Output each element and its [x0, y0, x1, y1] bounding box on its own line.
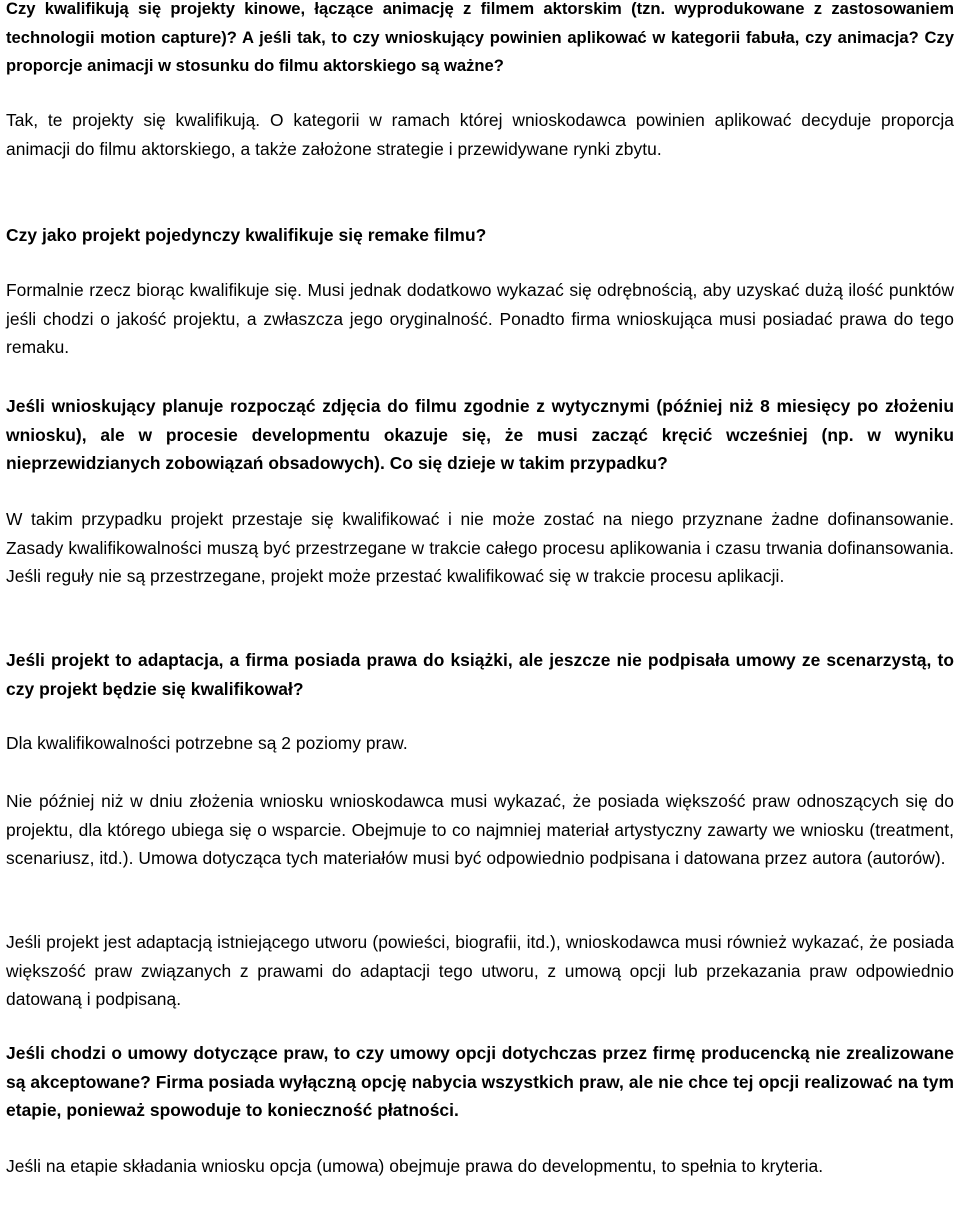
answer-2: Formalnie rzecz biorąc kwalifikuje się. Musi jednak dodatkowo wykazać się odrębnością, aby uzyskać dużą ilość punktów jeśli chodzi o jakość projektu, a zwłaszcza jego oryginalność. Ponadto firma wnioskująca musi posiadać prawa do tego remaku. — [6, 280, 954, 357]
answer-4-paragraph-3: Jeśli projekt jest adaptacją istniejącego utworu (powieści, biografii, itd.), wnioskodawca musi również wykazać, że posiada większość praw związanych z prawami do adaptacji tego utworu, z umową opcji lub przekazania praw odpowiednio datowaną i podpisaną. — [6, 932, 954, 1009]
answer-4: Dla kwalifikowalności potrzebne są 2 poziomy praw. — [6, 733, 408, 753]
answer-3: W takim przypadku projekt przestaje się kwalifikować i nie może zostać na niego przyznane żadne dofinansowanie. Zasady kwalifikowalności muszą być przestrzegane w trakcie całego procesu aplikowania i czasu trwania dofinansowania. Jeśli reguły nie są przestrzegane, projekt może przestać kwalifikować się w trakcie procesu aplikacji. — [6, 509, 954, 586]
answer-4-paragraph-2: Nie później niż w dniu złożenia wniosku wnioskodawca musi wykazać, że posiada większość praw odnoszących się do projektu, dla którego ubiega się o wsparcie. Obejmuje to co najmniej materiał artystyczny zawarty we wniosku (treatment, scenariusz, itd.). Umowa dotycząca tych materiałów musi być odpowiednio podpisana i datowana przez autora (autorów). — [6, 791, 954, 868]
question-2: Czy jako projekt pojedynczy kwalifikuje się remake filmu? — [6, 225, 487, 245]
answer-1: Tak, te projekty się kwalifikują. O kategorii w ramach której wnioskodawca powinien aplikować decyduje proporcja animacji do filmu aktorskiego, a także założone strategie i przewidywane rynki zbytu. — [6, 110, 954, 159]
question-4: Jeśli projekt to adaptacja, a firma posiada prawa do książki, ale jeszcze nie podpisała umowy ze scenarzystą, to czy projekt będzie się kwalifikował? — [6, 650, 954, 699]
question-5: Jeśli chodzi o umowy dotyczące praw, to czy umowy opcji dotychczas przez firmę producencką nie zrealizowane są akceptowane? Firma posiada wyłączną opcję nabycia wszystkich praw, ale nie chce tej opcji realizować na tym etapie, ponieważ spowoduje to konieczność płatności. — [6, 1043, 954, 1120]
question-1: Czy kwalifikują się projekty kinowe, łączące animację z filmem aktorskim (tzn. wyprodukowane z zastosowaniem technologii motion capture)? A jeśli tak, to czy wnioskujący powinien aplikować w kategorii fabuła, czy animacja? Czy proporcje animacji w stosunku do filmu aktorskiego są ważne? — [6, 0, 954, 75]
answer-5: Jeśli na etapie składania wniosku opcja (umowa) obejmuje prawa do developmentu, to spełnia to kryteria. — [6, 1156, 824, 1176]
question-3: Jeśli wnioskujący planuje rozpocząć zdjęcia do filmu zgodnie z wytycznymi (później niż 8 miesięcy po złożeniu wniosku), ale w procesie developmentu okazuje się, że musi zacząć kręcić wcześniej (np. w wyniku nieprzewidzianych zobowiązań obsadowych). Co się dzieje w takim przypadku? — [6, 396, 954, 473]
